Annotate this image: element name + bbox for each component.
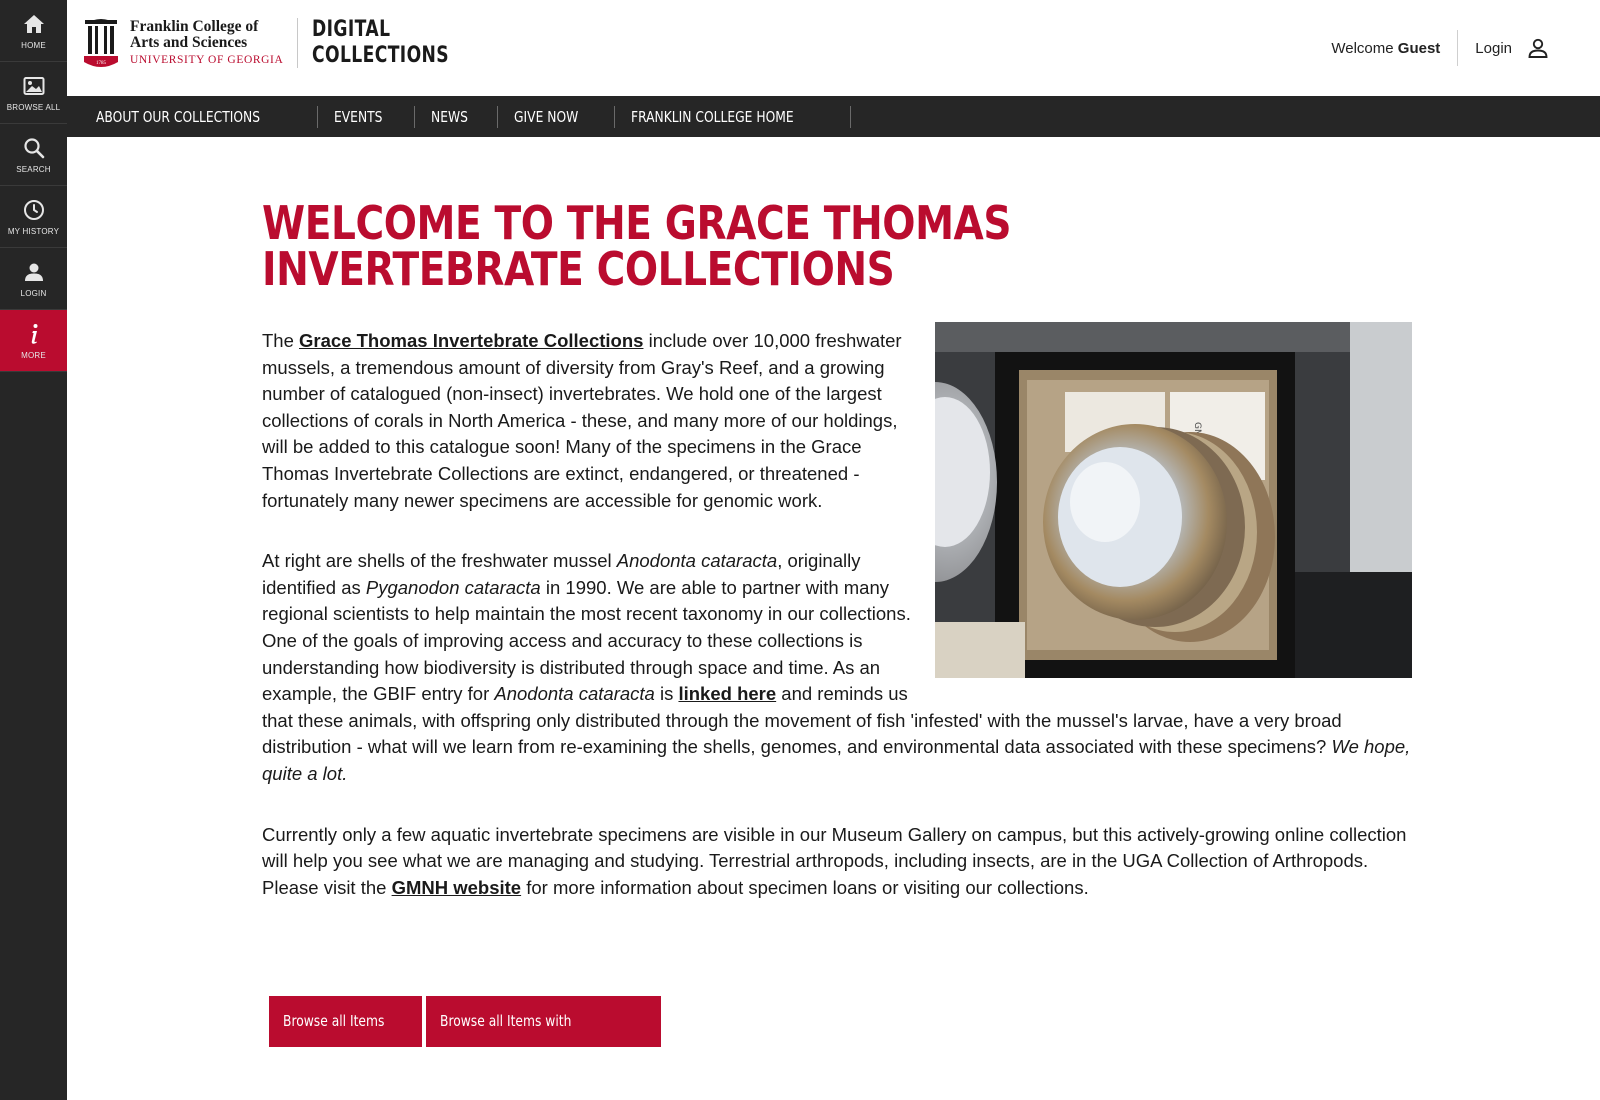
button-label: Browse all Items with Photos xyxy=(440,1012,572,1081)
sidebar-item-home[interactable] xyxy=(0,0,67,62)
nav-label: GIVE NOW xyxy=(514,107,579,126)
college-name xyxy=(130,19,283,68)
gallery-text-start: Currently only a few aquatic invertebrate specimens are visible in our Museum Gallery on campus, but this actively-growing online collection will help you see what we are managing and studying. Terrestrial arthropods, including insects, are in the UGA Collection of Arthropods. Please visit the xyxy=(262,823,1407,898)
sidebar-item-search[interactable] xyxy=(0,124,67,186)
user-outline-icon xyxy=(1526,36,1550,60)
uga-arch-logo xyxy=(82,16,120,70)
closing-remark: We hope, quite a lot. xyxy=(262,736,1411,784)
site-name xyxy=(312,17,449,69)
logo-divider xyxy=(297,18,298,68)
browse-buttons xyxy=(269,996,665,1081)
sidebar-item-label: MORE xyxy=(21,350,46,360)
site-header xyxy=(67,0,1600,96)
nav-about-our-collections[interactable] xyxy=(80,106,318,128)
college-name-line1: Franklin College of xyxy=(130,17,259,35)
sidebar-item-label: BROWSE ALL xyxy=(6,102,61,112)
nav-events[interactable] xyxy=(318,106,415,128)
main-content xyxy=(262,196,1412,898)
welcome-username: Guest xyxy=(1397,39,1441,57)
nav-label: NEWS xyxy=(431,107,469,126)
mussel-text-4: is xyxy=(654,683,679,705)
login-label: Login xyxy=(1475,39,1512,57)
species-name: Anodonta cataracta xyxy=(494,683,655,705)
image-icon xyxy=(22,74,46,98)
page-title: WELCOME TO THE GRACE THOMAS INVERTEBRATE COLLECTIONS xyxy=(262,196,1012,296)
button-label: Browse all Items xyxy=(283,1012,385,1030)
intro-text-start: The xyxy=(262,330,300,351)
login-button[interactable] xyxy=(1475,36,1550,60)
sidebar-item-label: SEARCH xyxy=(16,164,51,174)
main-nav xyxy=(67,96,1600,137)
browse-all-items-button[interactable] xyxy=(269,996,422,1047)
nav-franklin-college-home[interactable] xyxy=(615,106,851,128)
site-name-line1: DIGITAL xyxy=(312,17,391,42)
mussel-text-1: At right are shells of the freshwater mussel xyxy=(262,550,617,572)
mussel-text-2: , originally identified as xyxy=(262,550,861,598)
gallery-paragraph xyxy=(262,822,1412,902)
user-icon xyxy=(22,260,46,284)
intro-text-end: include over 10,000 freshwater mussels, a tremendous amount of diversity from Gray's Reef, and a growing number of catalogued (non-insect) invertebrates. We hold one of the largest collections of corals in North America - these, and many more of our holdings, will be added to this catalogue soon! Many of the specimens in the Grace Thomas Invertebrate Collections are extinct, endangered, or threatened - fortunately many newer specimens are accessible for genomic work. xyxy=(262,330,902,511)
welcome-prefix: Welcome xyxy=(1331,39,1394,57)
arch-year-text: 1785 xyxy=(96,61,106,66)
article-body xyxy=(262,328,1412,935)
gallery-text-end: for more information about specimen loans or visiting our collections. xyxy=(521,876,1089,898)
welcome-text xyxy=(1331,40,1440,57)
gmnh-website-link[interactable]: GMNH website xyxy=(391,876,522,898)
nav-label: EVENTS xyxy=(334,107,383,126)
species-name: Anodonta cataracta xyxy=(616,550,778,572)
header-divider xyxy=(1457,30,1458,66)
species-name: Pyganodon cataracta xyxy=(365,576,541,598)
info-icon xyxy=(22,322,46,346)
sidebar-item-label: HOME xyxy=(21,40,46,50)
left-sidebar xyxy=(0,0,67,1100)
sidebar-item-login[interactable] xyxy=(0,248,67,310)
site-name-line2: COLLECTIONS xyxy=(312,43,450,68)
sidebar-item-more[interactable] xyxy=(0,310,67,372)
nav-label: ABOUT OUR COLLECTIONS xyxy=(96,107,261,126)
mussel-text-3: in 1990. We are able to partner with many regional scientists to help maintain the most recent taxonomy in our collections. One of the goals of improving access and accuracy to these collections is understanding how biodiversity is distributed through space and time. As an example, the GBIF entry for xyxy=(262,576,911,705)
gbif-linked-here-link[interactable]: linked here xyxy=(678,683,777,705)
mussel-shells-photo xyxy=(935,322,1412,678)
nav-news[interactable] xyxy=(415,106,498,128)
grace-thomas-collections-link[interactable]: Grace Thomas Invertebrate Collections xyxy=(299,330,644,351)
home-icon xyxy=(22,12,46,36)
browse-all-items-with-photos-button[interactable] xyxy=(426,996,661,1081)
clock-icon xyxy=(22,198,46,222)
mussel-text-5: and reminds us that these animals, with offspring only distributed through the movement of fish 'infested' with the mussel's larvae, have a very broad distribution - what will we learn from re-examining the shells, genomes, and environmental data associated with these specimens? xyxy=(262,683,1342,758)
sidebar-item-label: LOGIN xyxy=(20,288,47,298)
nav-give-now[interactable] xyxy=(498,106,614,128)
college-name-line2: Arts and Sciences xyxy=(130,33,248,51)
sidebar-item-browse-all[interactable] xyxy=(0,62,67,124)
sidebar-item-my-history[interactable] xyxy=(0,186,67,248)
search-icon xyxy=(22,136,46,160)
site-logo[interactable] xyxy=(82,16,488,70)
nav-label: FRANKLIN COLLEGE HOME xyxy=(630,107,794,126)
sidebar-item-label: MY HISTORY xyxy=(7,226,60,236)
header-user-area xyxy=(1331,30,1550,66)
university-name: UNIVERSITY OF GEORGIA xyxy=(130,53,284,66)
